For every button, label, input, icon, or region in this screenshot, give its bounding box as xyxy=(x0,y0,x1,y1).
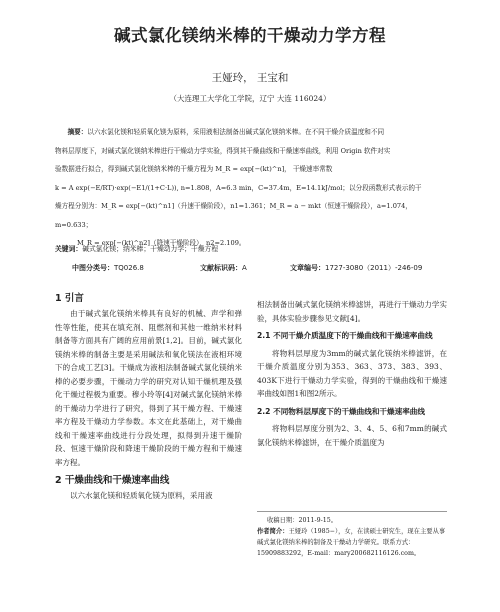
section-2-1-paragraph: 将物料层厚度为3mm的碱式氯化镁纳米棒滤饼，在干燥介质温度分别为353、363、373、383、393、403K下进行干燥动力学实验，得到的干燥曲线和干燥速率曲线如图1和图2所示。 xyxy=(257,348,447,398)
abstract-label: 摘要： xyxy=(67,128,88,136)
section-1-paragraph: 由于碱式氯化镁纳米棒具有良好的机械、声学和弹性等性能，使其在填充剂、阻燃剂和其他一维纳米材料制备等方面具有广阔的应用前景[1,2]。目前，碱式氯化镁纳米棒的制备主要是采用碱法和氧化镁法在液相环境下的合成工艺[3]。干燥成为液相法制备碱式氯化镁纳米棒的必要步骤，干燥动力学的研究对认知干燥机理及强化干燥过程极为重要。穆小玲等[4]对碱式氯化镁纳米棒的干燥动力学进行了研究，得到了其干燥方程、干燥速率方程及干燥动力学参数。本文在此基础上，对干燥曲线和干燥速率曲线进行分段处理，拟得到升速干燥阶段、恒速干燥阶段和降速干燥阶段的干燥方程和干燥速率方程。 xyxy=(55,309,242,467)
right-column xyxy=(257,298,447,449)
abstract-line-2: 物料层厚度下，对碱式氯化镁纳米棒进行干燥动力学实验，得到其干燥曲线和干燥速率曲线，利用 Origin 软件对实 xyxy=(55,146,391,155)
section-2-1-title: 2.1 不同干燥介质温度下的干燥曲线和干燥速率曲线 xyxy=(257,331,433,340)
authors: 王娅玲， 王宝和 xyxy=(211,72,289,84)
section-2-2-title: 2.2 不同物料层厚度下的干燥曲线和干燥速率曲线 xyxy=(257,406,425,416)
document-code: 文献标识码：A xyxy=(200,264,247,272)
received-date: 收稿日期：2011-9-15。 xyxy=(267,517,338,524)
paper-title: 碱式氯化镁纳米棒的干燥动力学方程 xyxy=(114,26,386,45)
section-2-title: 2 干燥曲线和干燥速率曲线 xyxy=(55,475,170,486)
section-1-title: 1 引言 xyxy=(55,293,84,304)
article-number: 文章编号：1727-3080（2011）-246-09 xyxy=(290,264,423,272)
section-2-continued: 相法制备出碱式氯化镁纳米棒滤饼，再进行干燥动力学实验，具体实验步骤参见文献[4]。 xyxy=(257,300,447,323)
keywords xyxy=(55,243,447,253)
keywords-text: 碱式氯化镁；纳米棒；干燥动力学；干燥方程 xyxy=(82,245,219,253)
keywords-label: 关键词： xyxy=(55,245,83,253)
section-2-2-paragraph: 将物料层厚度分别为2、3、4、5、6和7mm的碱式氯化镁纳米棒滤饼，在干燥介质温度为 xyxy=(257,424,447,447)
abstract-line-4: k = A exp(−E/RT)·exp(−E1/(1+C·L)), n=1.808，A=6.3 min，C=37.4m，E=14.1kJ/mol；以分段函数形式表示的干 xyxy=(55,183,422,192)
affiliation: （大连理工大学化工学院，辽宁 大连 116024） xyxy=(169,94,331,103)
author-bio: 作者简介：王娅玲（1985−），女，在读硕士研究生，现在主要从事碱式氯化镁纳米棒的制备及干燥动力学研究。联系方式：15909883292，E-mail：mary200682116126.com。 xyxy=(257,528,446,557)
section-2-paragraph: 以六水氯化镁和轻质氧化镁为原料，采用液 xyxy=(70,491,213,500)
abstract-line-5: 燥方程分别为：M_R = exp[−(kt)^n1]（升速干燥阶段），n1=1.361；M_R = a − mkt（恒速干燥阶段），a=1.074，m=0.633； xyxy=(55,202,412,229)
abstract-line-6: M_R = exp[−(kt)^n2]（降速干燥阶段），n2=2.109。 xyxy=(77,239,246,247)
abstract-line-3: 验数据进行拟合，得到碱式氯化镁纳米棒的干燥方程为 M_R = exp[−(kt)^n]， 干燥速率常数 xyxy=(55,165,333,173)
left-column xyxy=(55,290,242,503)
footnote xyxy=(257,515,447,559)
abstract-line-1: 摘要：以六水氯化镁和轻质氧化镁为原料，采用液相法制备出碱式氯化镁纳米棒。在不同干燥介质温度和不同 xyxy=(67,128,385,136)
abstract xyxy=(55,123,447,253)
clc-number: 中图分类号：TQ026.8 xyxy=(72,264,144,272)
footnote-divider xyxy=(257,511,447,512)
